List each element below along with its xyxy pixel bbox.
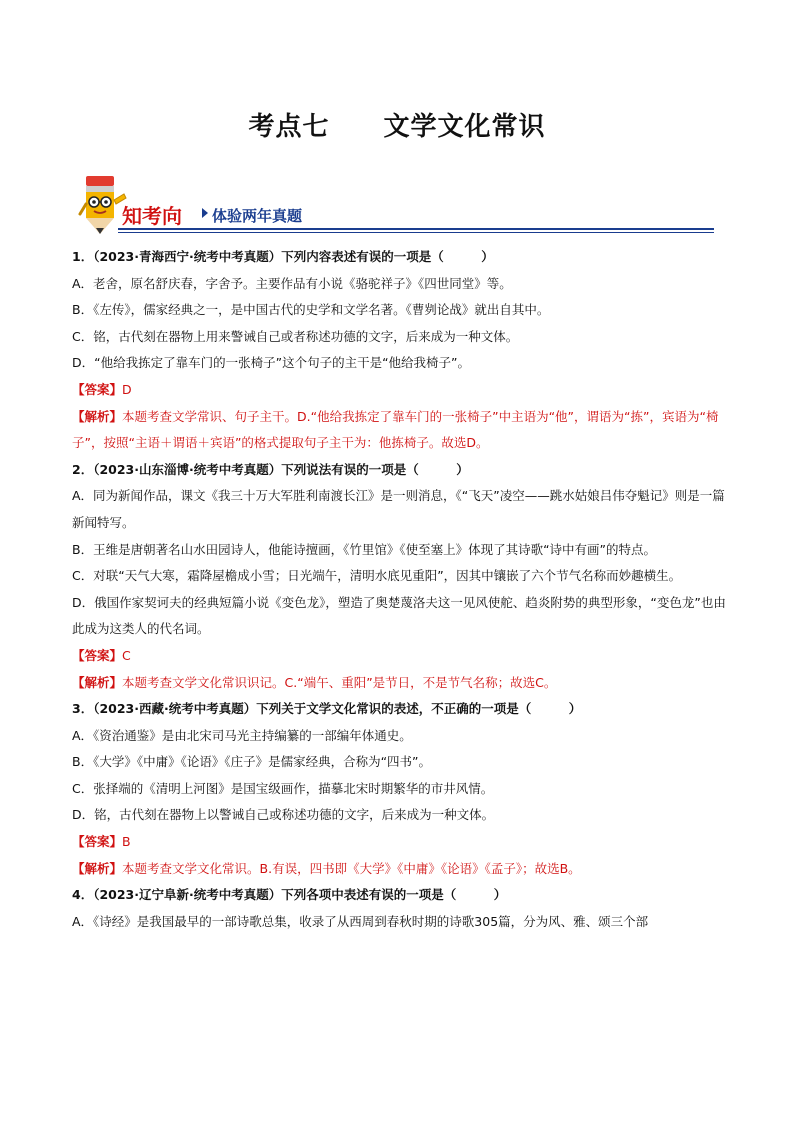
page-title: 考点七 文学文化常识 — [248, 112, 546, 142]
question-option: B．《左传》，儒家经典之一，是中国古代的史学和文学名著。《曹刿论战》就出自其中。 — [72, 302, 550, 318]
analysis-line — [72, 404, 730, 457]
question-option: A．同为新闻作品，课文《我三十万大军胜利南渡长江》是一则消息，《“飞天”凌空——跳水姑娘吕伟夺魁记》则是一篇新闻特写。 — [72, 488, 725, 530]
answer-line — [72, 829, 730, 856]
analysis-line — [72, 856, 730, 883]
question-option: B．《大学》《中庸》《论语》《庄子》是儒家经典，合称为“四书”。 — [72, 754, 432, 770]
question-option: B．王维是唐朝著名山水田园诗人，他能诗擅画，《竹里馆》《使至塞上》体现了其诗歌“诗中有画”的特点。 — [72, 541, 657, 557]
banner-subtitle: 体验两年真题 — [212, 207, 303, 225]
answer-value: B — [122, 834, 131, 850]
question-stem: 2．（2023·山东淄博·统考中考真题）下列说法有误的一项是（ ） — [72, 461, 469, 477]
question-option: A．《诗经》是我国最早的一部诗歌总集，收录了从西周到春秋时期的诗歌305篇，分为风、雅、颂三个部 — [72, 913, 649, 929]
question-stem: 4．（2023·辽宁阜新·统考中考真题）下列各项中表述有误的一项是（ ） — [72, 887, 507, 903]
triangle-arrow-icon — [202, 208, 208, 218]
question-list — [72, 244, 730, 935]
analysis-label: 【解析】 — [72, 674, 123, 690]
question-stem: 1．（2023·青海西宁·统考中考真题）下列内容表述有误的一项是（ ） — [72, 249, 494, 264]
answer-label: 【答案】 — [72, 834, 123, 850]
answer-label: 【答案】 — [72, 647, 123, 663]
analysis-label: 【解析】 — [72, 860, 123, 876]
banner-title: 知考向 — [122, 204, 182, 228]
question-option: C．张择端的《清明上河图》是国宝级画作，描摹北宋时期繁华的市井风情。 — [72, 780, 494, 796]
analysis-text: 本题考查文学常识、句子主干。D.“他给我拣定了靠车门的一张椅子”中主语为“他”，谓语为“拣”，宾语为“椅子”，按照“主语＋谓语＋宾语”的格式提取句子主干为：他拣椅子。故选D。 — [72, 408, 719, 451]
answer-line — [72, 643, 730, 670]
analysis-text: 本题考查文学文化常识识记。C.“端午、重阳”是节日，不是节气名称；故选C。 — [122, 674, 557, 690]
analysis-label: 【解析】 — [72, 408, 123, 424]
question-option: C．铭，古代刻在器物上用来警诫自己或者称述功德的文字，后来成为一种文体。 — [72, 328, 519, 344]
question-option: D．铭，古代刻在器物上以警诫自己或称述功德的文字，后来成为一种文体。 — [72, 807, 495, 823]
section-banner — [78, 170, 714, 236]
question-stem: 3．（2023·西藏·统考中考真题）下列关于文学文化常识的表述，不正确的一项是（ ） — [72, 701, 582, 717]
banner-underline — [118, 228, 714, 230]
analysis-text: 本题考查文学文化常识。B.有误，四书即《大学》《中庸》《论语》《孟子》；故选B。 — [122, 860, 581, 876]
question-option: A．老舍，原名舒庆春，字舍予。主要作品有小说《骆驼祥子》《四世同堂》等。 — [72, 275, 512, 291]
question-option: C．对联“天气大寒，霜降屋檐成小雪；日光端午，清明水底见重阳”，因其中镶嵌了六个节气名称而妙趣横生。 — [72, 568, 682, 584]
answer-line — [72, 377, 730, 404]
question-option: D．俄国作家契诃夫的经典短篇小说《变色龙》，塑造了奥楚蔑洛夫这一见风使舵、趋炎附势的典型形象，“变色龙”也由此成为这类人的代名词。 — [72, 594, 726, 637]
analysis-line — [72, 670, 730, 697]
answer-label: 【答案】 — [72, 381, 123, 397]
question-option: A．《资治通鉴》是由北宋司马光主持编纂的一部编年体通史。 — [72, 727, 412, 743]
answer-value: C — [122, 647, 131, 663]
question-option: D．“他给我拣定了靠车门的一张椅子”这个句子的主干是“他给我椅子”。 — [72, 355, 471, 371]
answer-value: D — [122, 381, 132, 397]
banner-underline-thin — [118, 232, 714, 233]
